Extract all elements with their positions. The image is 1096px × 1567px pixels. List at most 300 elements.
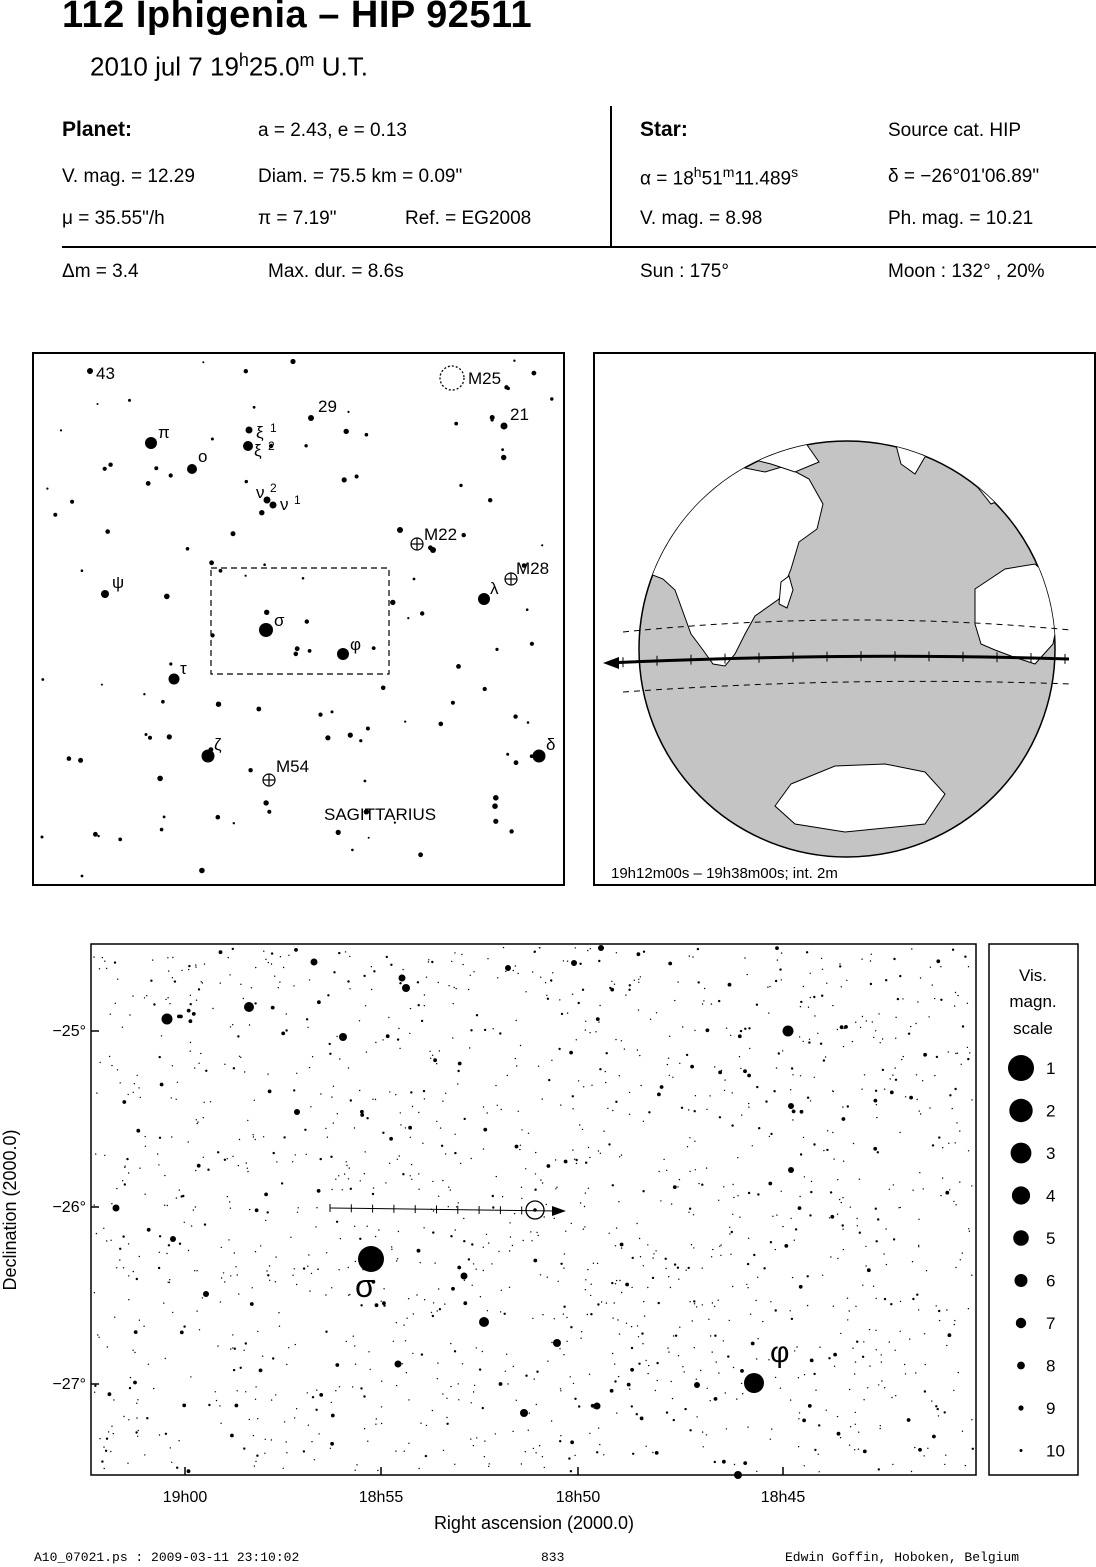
field-star bbox=[903, 1056, 904, 1057]
field-star bbox=[372, 1099, 373, 1100]
field-star bbox=[159, 1056, 161, 1058]
field-star bbox=[516, 1065, 517, 1066]
field-star bbox=[533, 1448, 534, 1449]
field-star bbox=[555, 1188, 556, 1189]
field-star bbox=[408, 1443, 409, 1444]
finder-star bbox=[211, 438, 214, 441]
finder-star bbox=[336, 830, 341, 835]
field-star bbox=[264, 1453, 265, 1454]
field-star bbox=[286, 1013, 287, 1014]
field-star bbox=[104, 961, 105, 962]
field-star bbox=[955, 992, 956, 993]
field-star bbox=[476, 1347, 477, 1348]
field-star bbox=[456, 988, 457, 989]
field-star bbox=[421, 1353, 423, 1355]
finder-star bbox=[105, 529, 110, 534]
field-star bbox=[408, 1126, 412, 1130]
field-star bbox=[653, 1253, 654, 1254]
finder-star bbox=[509, 829, 513, 833]
field-star bbox=[631, 1347, 633, 1349]
field-star bbox=[446, 1398, 447, 1399]
finder-star bbox=[514, 760, 519, 765]
field-star bbox=[856, 1218, 857, 1219]
field-star bbox=[391, 1249, 392, 1250]
field-star bbox=[799, 1285, 803, 1289]
finder-star bbox=[169, 662, 172, 665]
field-star bbox=[110, 1240, 111, 1241]
finder-star bbox=[128, 399, 131, 402]
field-star bbox=[714, 1306, 715, 1307]
finder-star bbox=[157, 776, 163, 782]
field-star bbox=[201, 981, 202, 982]
field-star bbox=[637, 1325, 638, 1326]
field-star bbox=[873, 1286, 874, 1287]
field-star bbox=[849, 1445, 850, 1446]
field-star bbox=[737, 1157, 738, 1158]
field-star bbox=[381, 1381, 382, 1382]
field-star bbox=[464, 1280, 465, 1281]
field-star bbox=[847, 1298, 848, 1299]
field-star bbox=[570, 1376, 571, 1377]
x-axis-label: Right ascension (2000.0) bbox=[433, 1513, 635, 1533]
field-star bbox=[638, 979, 639, 980]
field-star bbox=[247, 1120, 248, 1121]
ytick-minus25: −25° bbox=[52, 1023, 86, 1040]
field-star bbox=[621, 1292, 622, 1293]
field-star bbox=[457, 1266, 461, 1270]
field-star bbox=[775, 1377, 776, 1378]
field-star bbox=[147, 1228, 151, 1232]
field-star bbox=[878, 1384, 879, 1385]
field-star bbox=[640, 1256, 641, 1257]
field-star bbox=[450, 1189, 451, 1190]
field-star bbox=[166, 1253, 167, 1254]
field-star bbox=[833, 1158, 834, 1159]
finder-star bbox=[344, 429, 349, 434]
field-star bbox=[830, 1215, 834, 1219]
field-star bbox=[597, 1303, 599, 1305]
field-star bbox=[176, 1099, 177, 1100]
field-star bbox=[116, 1267, 117, 1268]
field-star bbox=[720, 1244, 721, 1245]
field-star bbox=[122, 1027, 123, 1028]
field-star bbox=[907, 1418, 911, 1422]
field-star bbox=[145, 1146, 146, 1147]
field-star bbox=[747, 1263, 749, 1265]
field-star bbox=[842, 1197, 843, 1198]
field-star bbox=[157, 1153, 158, 1154]
finder-star bbox=[67, 756, 72, 761]
field-star bbox=[240, 1367, 242, 1369]
field-star bbox=[945, 1191, 949, 1195]
field-star bbox=[693, 1300, 695, 1302]
field-star bbox=[731, 1124, 733, 1126]
field-star bbox=[247, 1171, 248, 1172]
field-star bbox=[430, 1058, 431, 1059]
field-star bbox=[914, 1447, 915, 1448]
field-star bbox=[517, 973, 518, 974]
field-star bbox=[767, 987, 768, 988]
field-star bbox=[912, 1261, 913, 1262]
field-star bbox=[652, 1277, 654, 1279]
field-star bbox=[599, 1005, 600, 1006]
field-star bbox=[356, 1464, 357, 1465]
finder-star bbox=[532, 371, 537, 376]
field-star bbox=[828, 1357, 830, 1359]
planet-reference: Ref. = EG2008 bbox=[405, 208, 532, 229]
field-star bbox=[656, 1362, 658, 1364]
field-star bbox=[938, 1415, 939, 1416]
field-star bbox=[611, 1282, 613, 1284]
field-star bbox=[411, 1179, 412, 1180]
field-star bbox=[223, 1272, 224, 1273]
field-star bbox=[521, 1463, 522, 1464]
field-star bbox=[102, 957, 103, 958]
field-star bbox=[381, 1301, 382, 1302]
field-star bbox=[339, 1058, 340, 1059]
field-star bbox=[431, 1312, 432, 1313]
field-star bbox=[493, 1028, 494, 1029]
field-star bbox=[354, 1345, 355, 1346]
field-star bbox=[655, 1390, 656, 1391]
field-star bbox=[695, 1095, 696, 1096]
field-star bbox=[165, 1358, 166, 1359]
field-star bbox=[153, 1003, 155, 1005]
field-star bbox=[739, 1056, 740, 1057]
field-star bbox=[220, 1423, 221, 1424]
field-star bbox=[677, 981, 678, 982]
field-star bbox=[240, 1057, 241, 1058]
field-star bbox=[900, 1207, 901, 1208]
field-star bbox=[669, 1036, 670, 1037]
finder-star bbox=[295, 646, 300, 651]
field-star bbox=[616, 1412, 617, 1413]
field-star bbox=[684, 1408, 686, 1410]
field-star bbox=[103, 1446, 104, 1447]
field-star bbox=[878, 1468, 880, 1470]
field-star bbox=[411, 1164, 412, 1165]
field-star bbox=[565, 1231, 566, 1232]
field-star bbox=[471, 1158, 472, 1159]
field-star bbox=[655, 1451, 659, 1455]
field-star bbox=[810, 997, 811, 998]
field-star bbox=[249, 1419, 250, 1420]
field-star bbox=[643, 1301, 644, 1302]
label-nu1-index: 1 bbox=[294, 493, 301, 507]
field-star bbox=[652, 1452, 653, 1453]
finder-star bbox=[93, 832, 98, 837]
field-star bbox=[944, 1464, 945, 1465]
field-star bbox=[94, 1392, 95, 1393]
field-star bbox=[432, 1055, 433, 1056]
field-star bbox=[255, 1139, 256, 1140]
field-star bbox=[582, 1129, 583, 1130]
field-star bbox=[954, 1324, 955, 1325]
field-star bbox=[230, 1434, 234, 1438]
label-xi1: ξ bbox=[256, 423, 264, 442]
field-star bbox=[714, 1461, 716, 1463]
field-star bbox=[547, 1361, 548, 1362]
field-star bbox=[396, 1385, 397, 1386]
field-star bbox=[286, 1364, 287, 1365]
finder-star bbox=[526, 608, 529, 611]
field-star bbox=[395, 1450, 396, 1451]
field-star bbox=[143, 1326, 144, 1327]
field-star bbox=[724, 1090, 725, 1091]
field-star bbox=[877, 1218, 879, 1220]
field-star bbox=[110, 1014, 111, 1015]
finder-star bbox=[308, 649, 312, 653]
field-star bbox=[629, 1388, 630, 1389]
field-star bbox=[124, 1166, 125, 1167]
field-star bbox=[255, 1461, 256, 1462]
field-star bbox=[325, 1294, 326, 1295]
field-star bbox=[402, 1173, 404, 1175]
field-star bbox=[726, 1028, 727, 1029]
field-star bbox=[721, 1070, 722, 1071]
field-star bbox=[702, 1304, 703, 1305]
field-star bbox=[882, 1069, 884, 1071]
finder-star bbox=[462, 533, 466, 537]
field-star bbox=[454, 1134, 455, 1135]
field-star bbox=[551, 1420, 552, 1421]
finder-star bbox=[530, 642, 534, 646]
field-star bbox=[625, 1283, 629, 1287]
field-star bbox=[971, 1185, 972, 1186]
field-star bbox=[375, 1424, 376, 1425]
field-star bbox=[106, 1240, 107, 1241]
field-star bbox=[128, 1094, 129, 1095]
label-xi2-index: 2 bbox=[268, 439, 275, 453]
field-star bbox=[536, 1404, 537, 1405]
field-star bbox=[229, 974, 230, 975]
field-star bbox=[520, 1145, 521, 1146]
finder-star bbox=[244, 369, 248, 373]
field-star bbox=[397, 1258, 398, 1259]
field-star bbox=[769, 1136, 770, 1137]
field-star bbox=[669, 1075, 670, 1076]
field-star bbox=[136, 1417, 137, 1418]
field-star bbox=[377, 1470, 378, 1471]
field-star bbox=[165, 1433, 167, 1435]
field-star bbox=[471, 1243, 473, 1245]
field-star bbox=[807, 1097, 809, 1099]
field-star bbox=[591, 1085, 592, 1086]
field-star bbox=[694, 1141, 695, 1142]
planet-orbit: a = 2.43, e = 0.13 bbox=[258, 120, 407, 141]
field-star bbox=[408, 1298, 409, 1299]
field-star bbox=[770, 1439, 771, 1440]
finder-star bbox=[146, 481, 151, 486]
field-star bbox=[406, 1318, 407, 1319]
field-star bbox=[458, 1399, 459, 1400]
field-star bbox=[580, 1202, 581, 1203]
field-star bbox=[330, 1156, 332, 1158]
field-star bbox=[560, 1263, 562, 1265]
field-star bbox=[677, 1267, 679, 1269]
field-star bbox=[194, 1067, 195, 1068]
field-star bbox=[433, 1058, 437, 1062]
field-star bbox=[451, 1287, 455, 1291]
field-star bbox=[895, 1017, 896, 1018]
magnitude-scale-dot bbox=[1013, 1230, 1029, 1246]
field-star bbox=[920, 1113, 921, 1114]
field-star bbox=[702, 1268, 703, 1269]
finder-star bbox=[97, 403, 99, 405]
field-star bbox=[159, 1252, 160, 1253]
field-star bbox=[621, 1247, 622, 1248]
field-star bbox=[930, 967, 931, 968]
field-star bbox=[366, 1117, 368, 1119]
field-star bbox=[373, 970, 375, 972]
field-star bbox=[402, 969, 403, 970]
field-star bbox=[116, 1188, 117, 1189]
field-star bbox=[953, 1201, 954, 1202]
field-star bbox=[869, 1365, 870, 1366]
field-star bbox=[136, 1129, 140, 1133]
field-star bbox=[410, 1175, 411, 1176]
field-star bbox=[540, 977, 541, 978]
field-star bbox=[221, 1277, 222, 1278]
field-star bbox=[216, 1400, 217, 1401]
finder-star bbox=[263, 563, 266, 566]
field-star bbox=[473, 1263, 474, 1264]
field-star bbox=[866, 1020, 867, 1021]
field-star bbox=[881, 1361, 882, 1362]
field-star bbox=[714, 1397, 718, 1401]
field-star bbox=[496, 1176, 497, 1177]
field-star bbox=[775, 1309, 777, 1311]
field-star bbox=[295, 1154, 296, 1155]
field-star bbox=[104, 1155, 105, 1156]
field-star bbox=[106, 968, 107, 969]
finder-star bbox=[53, 513, 57, 517]
field-star bbox=[962, 1431, 963, 1432]
field-star bbox=[878, 1013, 879, 1014]
field-star bbox=[724, 1079, 725, 1080]
field-star bbox=[399, 982, 401, 984]
field-star bbox=[397, 1038, 399, 1040]
field-star bbox=[775, 980, 777, 982]
field-star bbox=[646, 1446, 647, 1447]
field-star bbox=[547, 1164, 551, 1168]
field-star bbox=[404, 1451, 405, 1452]
field-star bbox=[918, 1219, 919, 1220]
finder-star bbox=[81, 875, 84, 878]
field-star bbox=[266, 1270, 267, 1271]
field-star bbox=[534, 952, 535, 953]
field-star bbox=[279, 981, 280, 982]
field-star bbox=[931, 1400, 932, 1401]
chart-area-outline bbox=[211, 568, 389, 674]
field-star bbox=[333, 1086, 334, 1087]
field-star bbox=[363, 1395, 365, 1397]
field-star bbox=[558, 1281, 559, 1282]
field-star bbox=[183, 1325, 185, 1327]
field-star bbox=[560, 1390, 561, 1391]
field-star bbox=[599, 1444, 600, 1445]
field-star bbox=[596, 1017, 600, 1021]
field-star bbox=[445, 1093, 446, 1094]
field-star bbox=[331, 1287, 332, 1288]
field-star bbox=[909, 1096, 913, 1100]
field-star bbox=[462, 1363, 463, 1364]
field-star bbox=[425, 1455, 427, 1457]
field-star bbox=[172, 977, 173, 978]
field-star bbox=[590, 1295, 591, 1296]
field-star bbox=[111, 1065, 112, 1066]
field-star bbox=[936, 1056, 938, 1058]
field-star bbox=[740, 1068, 741, 1069]
field-star bbox=[243, 998, 244, 999]
field-star bbox=[955, 1267, 956, 1268]
finder-star bbox=[216, 702, 221, 707]
field-star bbox=[504, 1313, 506, 1315]
field-star bbox=[954, 1320, 955, 1321]
finder-star bbox=[390, 600, 395, 605]
field-star bbox=[688, 1212, 689, 1213]
field-star bbox=[648, 1111, 650, 1113]
field-star bbox=[99, 1438, 100, 1439]
field-star bbox=[839, 1199, 840, 1200]
field-star bbox=[439, 1050, 440, 1051]
field-star bbox=[489, 1463, 490, 1464]
field-star bbox=[378, 1229, 379, 1230]
finder-star bbox=[372, 646, 376, 650]
field-star bbox=[438, 1288, 439, 1289]
field-star bbox=[810, 973, 811, 974]
magnitude-scale-dot bbox=[1012, 1186, 1030, 1204]
field-star bbox=[363, 975, 365, 977]
field-star bbox=[393, 1341, 394, 1342]
field-star bbox=[525, 1168, 526, 1169]
field-star bbox=[318, 1433, 319, 1434]
field-star bbox=[476, 1437, 477, 1438]
field-star bbox=[434, 1262, 435, 1263]
field-star bbox=[525, 1375, 527, 1377]
field-star bbox=[631, 1326, 632, 1327]
field-star bbox=[205, 1070, 207, 1072]
field-star bbox=[360, 1113, 364, 1117]
field-star bbox=[128, 1243, 129, 1244]
field-star bbox=[440, 1127, 441, 1128]
field-star bbox=[961, 1064, 962, 1065]
field-star bbox=[529, 1413, 530, 1414]
field-star bbox=[168, 1282, 169, 1283]
field-star bbox=[677, 1186, 678, 1187]
field-star bbox=[804, 1176, 805, 1177]
field-star bbox=[293, 1089, 295, 1091]
finder-star bbox=[305, 619, 309, 623]
finder-chart bbox=[32, 352, 565, 886]
field-star bbox=[500, 1311, 501, 1312]
field-star bbox=[858, 1432, 859, 1433]
field-star bbox=[881, 1354, 882, 1355]
field-star bbox=[918, 1448, 922, 1452]
field-star bbox=[454, 1152, 456, 1154]
finder-star bbox=[368, 837, 370, 839]
field-star bbox=[498, 1251, 499, 1252]
field-star bbox=[350, 1099, 352, 1101]
field-star bbox=[861, 1089, 862, 1090]
field-star bbox=[182, 1404, 186, 1408]
field-star bbox=[195, 966, 196, 967]
field-star bbox=[412, 1106, 413, 1107]
finder-star bbox=[233, 822, 235, 824]
field-star bbox=[574, 1455, 575, 1456]
finder-star bbox=[501, 455, 506, 460]
field-star bbox=[822, 1275, 823, 1276]
